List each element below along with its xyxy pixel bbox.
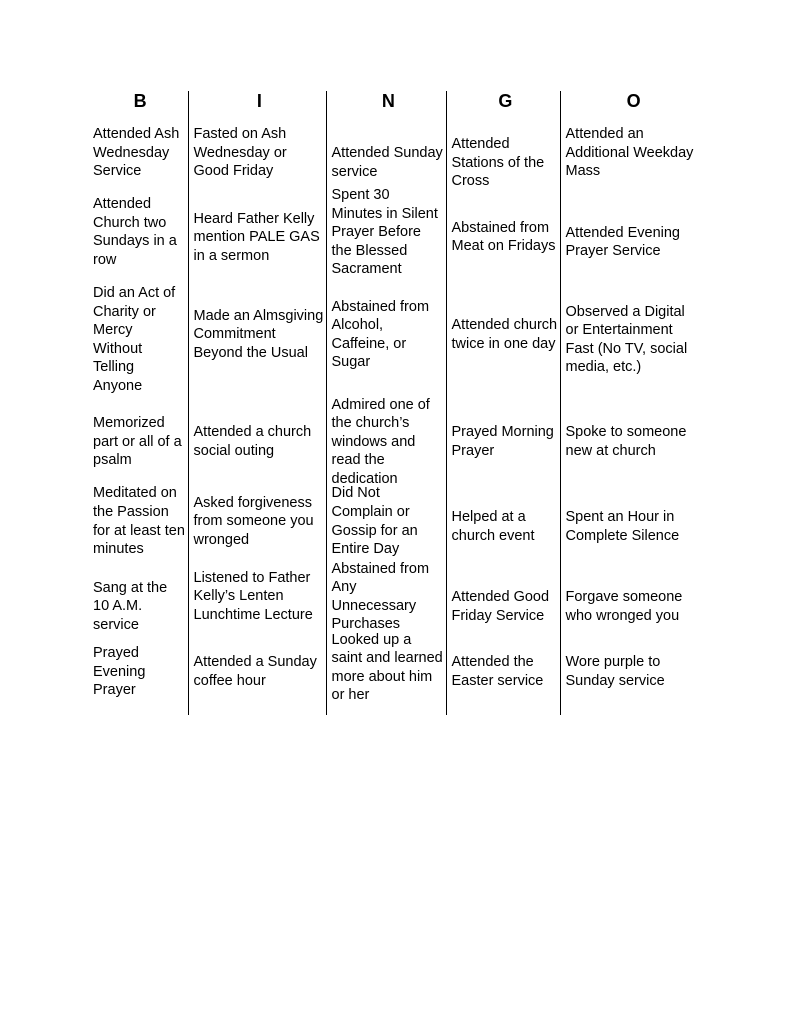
bingo-cell[interactable]	[560, 565, 702, 639]
column-header-b	[88, 91, 188, 125]
column-header-label: I	[256, 91, 263, 111]
bingo-cell-text: Memorized part or all of a psalm	[93, 415, 182, 469]
bingo-cell[interactable]	[446, 489, 560, 565]
bingo-cell[interactable]	[560, 284, 702, 396]
bingo-cell[interactable]	[88, 191, 188, 284]
bingo-row	[88, 191, 702, 284]
column-header-n	[326, 91, 446, 125]
bingo-cell-text: Spent 30 Minutes in Silent Prayer Before the Blessed Sacrament	[331, 187, 438, 278]
column-header-o	[560, 91, 702, 125]
bingo-cell-text: Observed a Digital or Entertainment Fast (No TV, social media, etc.)	[565, 303, 688, 376]
bingo-cell[interactable]	[326, 631, 446, 715]
bingo-cell-text: Attended Stations of the Cross	[451, 136, 545, 190]
bingo-cell[interactable]	[446, 191, 560, 284]
bingo-grid	[88, 91, 702, 715]
bingo-cell[interactable]	[446, 396, 560, 489]
bingo-cell-text: Listened to Father Kelly’s Lenten Lunchtime Lecture	[193, 569, 313, 623]
bingo-cell-text: Did an Act of Charity or Mercy Without Telling Anyone	[93, 284, 176, 394]
bingo-cell-text: Attended a church social outing	[193, 424, 312, 460]
bingo-cell[interactable]	[326, 560, 446, 639]
bingo-cell-text: Abstained from Any Unnecessary Purchases	[331, 560, 430, 633]
bingo-cell[interactable]	[560, 639, 702, 715]
bingo-cell-text: Abstained from Alcohol, Caffeine, or Sugar	[331, 298, 430, 371]
bingo-cell[interactable]	[326, 284, 446, 396]
column-header-label: B	[133, 91, 147, 111]
bingo-cell-text: Attended an Additional Weekday Mass	[565, 126, 694, 180]
bingo-cell-text: Fasted on Ash Wednesday or Good Friday	[193, 126, 287, 180]
bingo-cell[interactable]	[446, 565, 560, 639]
bingo-cell-text: Prayed Morning Prayer	[451, 424, 554, 460]
bingo-cell[interactable]	[560, 489, 702, 565]
bingo-row	[88, 565, 702, 639]
column-header-label: N	[381, 91, 396, 111]
bingo-cell-text: Attended Ash Wednesday Service	[93, 126, 180, 180]
bingo-header-row	[88, 91, 702, 125]
bingo-cell[interactable]	[88, 396, 188, 489]
column-header-label: G	[498, 91, 513, 111]
bingo-cell-text: Did Not Complain or Gossip for an Entire Day	[331, 485, 418, 558]
bingo-cell-text: Spoke to someone new at church	[565, 424, 687, 460]
bingo-cell-text: Attended Sunday service	[331, 145, 443, 180]
bingo-cell-text: Sang at the 10 A.M. service	[93, 579, 168, 633]
bingo-row	[88, 396, 702, 489]
bingo-cell-text: Attended Evening Prayer Service	[565, 224, 680, 260]
bingo-cell-text: Attended Good Friday Service	[451, 589, 550, 624]
bingo-cell-text: Forgave someone who wronged you	[565, 589, 683, 624]
bingo-cell[interactable]	[326, 485, 446, 565]
bingo-cell[interactable]	[560, 125, 702, 191]
bingo-cell-text: Wore purple to Sunday service	[565, 654, 665, 689]
bingo-row	[88, 125, 702, 191]
bingo-cell-text: Made an Almsgiving Commitment Beyond the Usual	[193, 307, 324, 362]
bingo-cell[interactable]	[188, 191, 326, 284]
bingo-cell-text: Admired one of the church’s windows and read the dedication	[331, 396, 430, 487]
bingo-cell-text: Attended Church two Sundays in a row	[93, 196, 177, 269]
bingo-cell[interactable]	[188, 125, 326, 191]
bingo-cell-text: Spent an Hour in Complete Silence	[565, 508, 680, 544]
bingo-cell[interactable]	[326, 396, 446, 489]
bingo-cell-text: Looked up a saint and learned more about him or her	[331, 631, 443, 704]
bingo-cell[interactable]	[446, 639, 560, 715]
bingo-row	[88, 284, 702, 396]
column-header-g	[446, 91, 560, 125]
bingo-cell[interactable]	[88, 485, 188, 565]
bingo-cell-text: Abstained from Meat on Fridays	[451, 219, 556, 255]
bingo-cell-text: Helped at a church event	[451, 508, 535, 544]
bingo-table	[88, 91, 702, 715]
bingo-cell-text: Attended the Easter service	[451, 654, 544, 689]
bingo-cell[interactable]	[88, 565, 188, 639]
bingo-cell-text: Prayed Evening Prayer	[93, 644, 146, 699]
bingo-cell[interactable]	[88, 125, 188, 191]
bingo-cell[interactable]	[560, 396, 702, 489]
bingo-cell[interactable]	[188, 284, 326, 396]
bingo-cell-text: Attended church twice in one day	[451, 317, 558, 352]
bingo-cell-text: Meditated on the Passion for at least ten minutes	[93, 485, 185, 558]
bingo-cell[interactable]	[326, 125, 446, 191]
bingo-cell[interactable]	[326, 187, 446, 284]
bingo-cell-text: Asked forgiveness from someone you wronged	[193, 494, 314, 548]
bingo-cell[interactable]	[446, 284, 560, 396]
bingo-cell[interactable]	[446, 125, 560, 191]
bingo-cell[interactable]	[188, 396, 326, 489]
bingo-cell[interactable]	[188, 489, 326, 565]
bingo-cell[interactable]	[88, 284, 188, 396]
column-header-label: O	[626, 91, 641, 111]
bingo-cell[interactable]	[188, 565, 326, 639]
bingo-cell-text: Heard Father Kelly mention PALE GAS in a sermon	[193, 210, 320, 264]
bingo-cell-text: Attended a Sunday coffee hour	[193, 654, 317, 689]
bingo-cell[interactable]	[560, 191, 702, 284]
bingo-row	[88, 639, 702, 715]
bingo-row	[88, 489, 702, 565]
bingo-cell[interactable]	[188, 639, 326, 715]
column-header-i	[188, 91, 326, 125]
bingo-cell[interactable]	[88, 639, 188, 715]
